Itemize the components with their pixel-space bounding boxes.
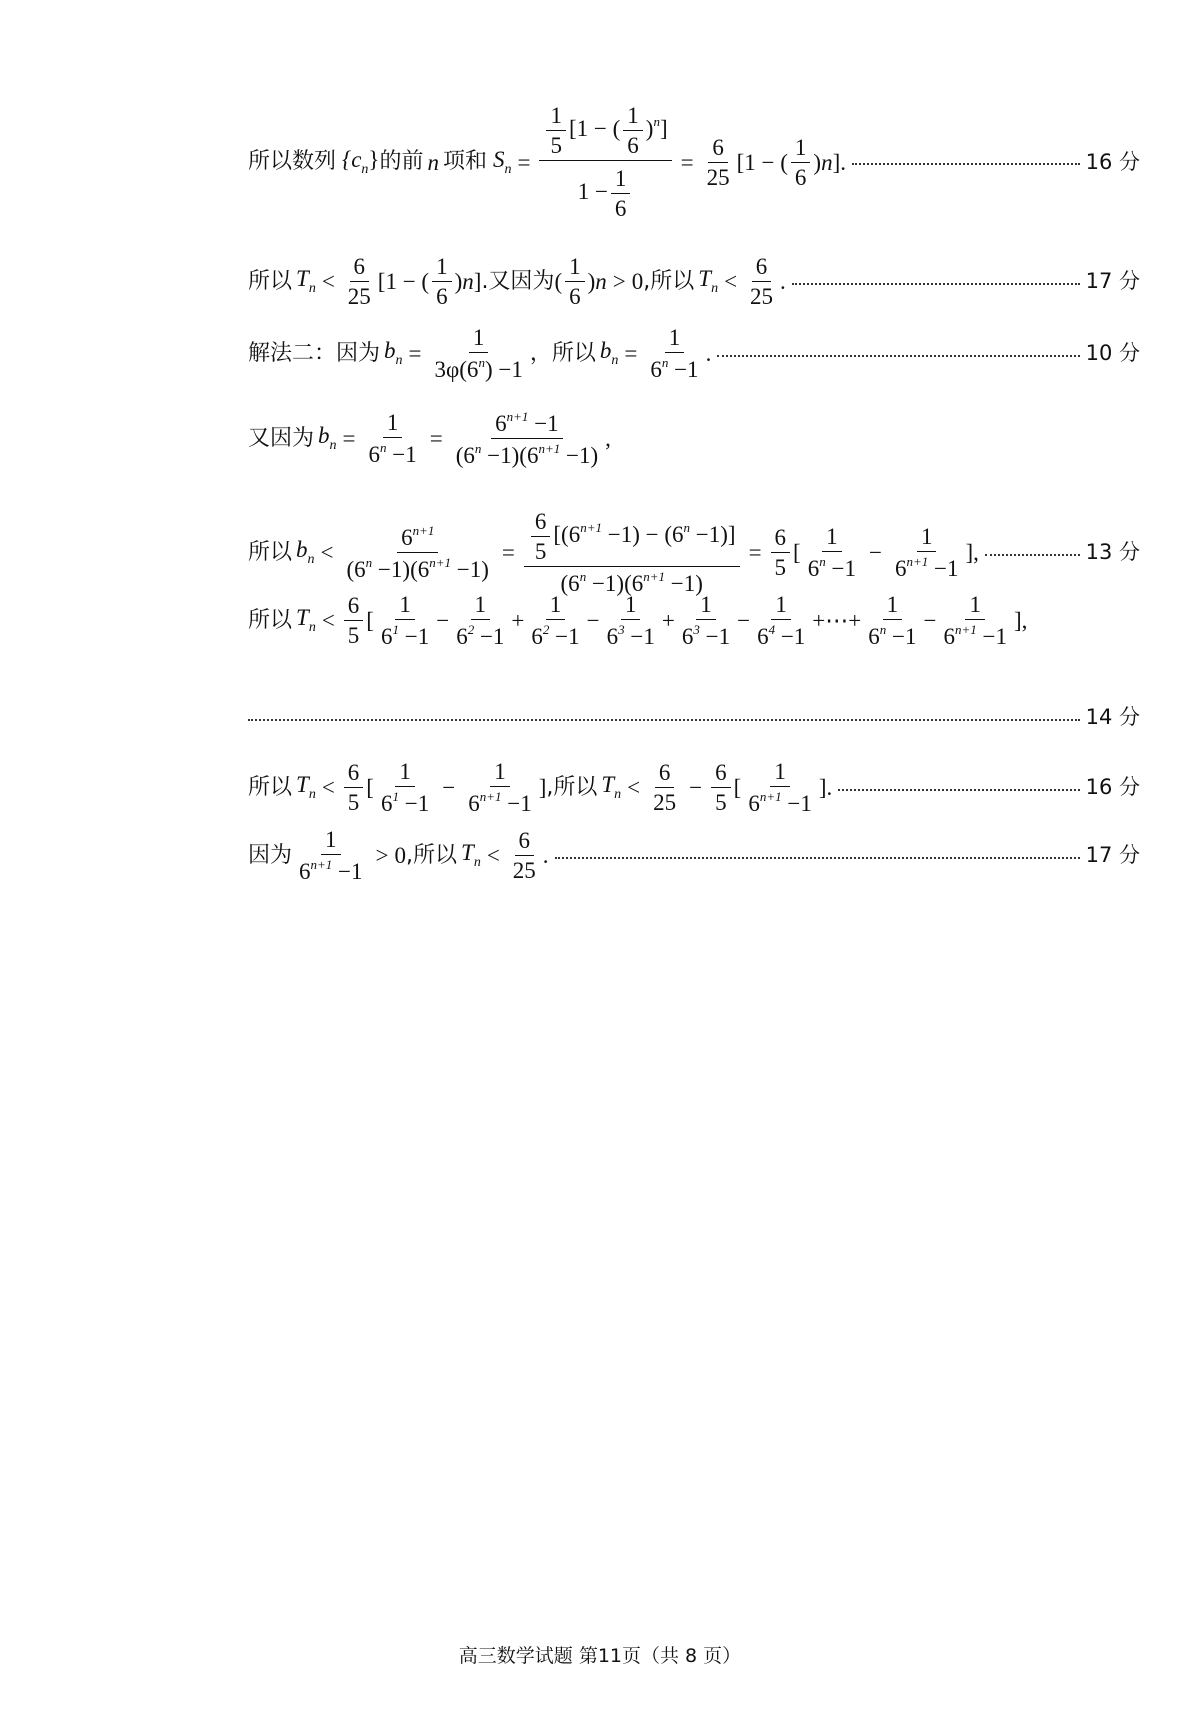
- leader-dots: [792, 283, 1080, 285]
- sup: n: [819, 554, 826, 569]
- text: −1): [665, 571, 703, 596]
- subscript: n: [614, 787, 622, 802]
- text: ,: [1021, 608, 1028, 633]
- text: 项和: [442, 149, 487, 174]
- page-footer: 高三数学试题 第11页（共 8 页）: [458, 1645, 742, 1667]
- var-t: T: [296, 266, 309, 291]
- text: .又因为: [481, 268, 555, 294]
- sup: 1: [392, 622, 399, 637]
- text: −1: [398, 791, 430, 816]
- leader-dots: [985, 554, 1080, 556]
- text: .: [826, 775, 833, 800]
- text: 所以: [248, 774, 293, 800]
- text: 6: [401, 525, 413, 550]
- text: 所以数列: [248, 149, 337, 174]
- score-label: 17 分: [1085, 269, 1140, 293]
- text: −1: [528, 411, 559, 436]
- op: +: [511, 608, 525, 633]
- sup: n+1: [906, 554, 929, 569]
- text: −1) − (6: [602, 521, 684, 547]
- op: −: [868, 540, 882, 565]
- den: 5: [774, 555, 787, 580]
- text: [: [366, 775, 374, 800]
- num: 1: [395, 760, 415, 787]
- num: 1: [770, 760, 790, 787]
- den: 5: [715, 790, 727, 815]
- num: 1: [469, 326, 489, 353]
- subscript: n: [361, 161, 369, 177]
- subscript: n: [329, 438, 337, 453]
- text: (6: [560, 571, 580, 596]
- op: −: [923, 608, 937, 633]
- text: (6: [410, 557, 430, 582]
- sup: n: [579, 569, 587, 584]
- text: 6: [380, 624, 393, 649]
- op: =: [624, 341, 638, 366]
- text: −1: [976, 624, 1007, 649]
- var-n: n: [427, 149, 439, 175]
- subscript: n: [611, 353, 619, 368]
- text: ]: [659, 115, 668, 141]
- sup: n+1: [479, 789, 502, 804]
- var-t: T: [296, 605, 309, 630]
- subscript: n: [308, 787, 316, 802]
- subscript: n: [395, 353, 403, 368]
- text: −1): [451, 557, 489, 582]
- op: −: [737, 608, 751, 633]
- leader-dots: [838, 789, 1079, 791]
- num: 1: [771, 593, 791, 620]
- text: 6: [368, 442, 380, 467]
- text: −1: [549, 624, 580, 649]
- sup: n+1: [954, 622, 977, 637]
- num: 1: [965, 593, 985, 620]
- op: >: [612, 269, 626, 294]
- text: (6: [624, 571, 644, 596]
- text: 6: [894, 556, 907, 581]
- text: −1: [668, 357, 699, 382]
- leader-dots: [852, 163, 1080, 165]
- text: −1: [386, 442, 417, 467]
- text: −1): [481, 443, 520, 468]
- text: (6: [346, 557, 366, 582]
- text: ): [454, 269, 463, 294]
- text: 6: [943, 624, 955, 649]
- num: 1: [791, 136, 811, 163]
- line-method-two: [248, 326, 1140, 381]
- den: 6: [614, 196, 627, 221]
- score-label: 16 分: [1085, 775, 1140, 799]
- text: −1: [886, 624, 917, 649]
- score-label: 13 分: [1085, 540, 1140, 564]
- num: 1: [822, 525, 842, 552]
- num: 6: [771, 526, 791, 553]
- op: =: [748, 540, 762, 565]
- var-t: T: [296, 772, 309, 797]
- score-label: 14 分: [1085, 705, 1140, 729]
- text: ]: [965, 540, 974, 565]
- num: 6: [708, 136, 728, 163]
- leader-dots: [717, 355, 1079, 357]
- var-s: S: [493, 146, 505, 172]
- op: =: [680, 149, 694, 175]
- text: .: [780, 269, 786, 294]
- text: 6: [748, 791, 760, 816]
- num: 1: [565, 255, 585, 282]
- var-t: T: [461, 840, 474, 865]
- leader-dots: [555, 857, 1080, 859]
- text: ): [645, 115, 654, 141]
- text: ,所以: [546, 774, 598, 800]
- line-telescoping-sum: [248, 593, 1140, 648]
- leader-dots: [248, 719, 1080, 721]
- var-b: b: [384, 338, 396, 363]
- text: ]: [1013, 608, 1022, 633]
- text: 6: [681, 624, 694, 649]
- num: 6: [655, 761, 675, 788]
- score-label: 17 分: [1085, 843, 1140, 867]
- subscript: n: [504, 161, 512, 177]
- sup: n+1: [310, 857, 333, 872]
- sup: n+1: [538, 441, 561, 456]
- den: 25: [347, 284, 371, 309]
- text: 6: [299, 859, 311, 884]
- sup: 3: [618, 622, 625, 637]
- text: −1: [781, 791, 812, 816]
- text: 6: [380, 791, 393, 816]
- den: 6: [436, 284, 448, 309]
- sup: 1: [392, 789, 399, 804]
- text: ]: [473, 269, 482, 294]
- sup: 2: [542, 622, 550, 637]
- op: +⋯+: [812, 608, 862, 633]
- sup: n: [474, 441, 482, 456]
- text: ,: [973, 540, 979, 565]
- var-b: b: [599, 338, 612, 363]
- num: 1: [383, 411, 403, 438]
- op: −: [689, 775, 703, 800]
- text: ): [813, 149, 822, 175]
- text: ,所以: [643, 268, 695, 294]
- text: [: [366, 608, 374, 633]
- text: 6: [868, 624, 880, 649]
- num: 6: [344, 594, 364, 621]
- text: ]: [818, 775, 827, 800]
- op: >: [375, 843, 389, 868]
- num: 1: [471, 593, 491, 620]
- op: <: [627, 775, 641, 800]
- sup: n+1: [412, 523, 435, 538]
- sup: n+1: [759, 789, 782, 804]
- num: 1: [696, 593, 716, 620]
- num: 0: [394, 843, 407, 868]
- sup: n+1: [643, 569, 666, 584]
- num: 1: [883, 593, 903, 620]
- text: 解法二：因为: [248, 340, 381, 366]
- text: −1)]: [690, 521, 736, 547]
- text: −1): [586, 571, 625, 596]
- text: −1): [372, 557, 411, 582]
- text: 6: [456, 624, 468, 649]
- text: 6: [807, 556, 820, 581]
- var-t: T: [601, 772, 615, 797]
- op: =: [501, 540, 515, 565]
- num: 0: [631, 269, 644, 294]
- sup: n: [653, 113, 660, 129]
- set-open: {c: [342, 146, 362, 172]
- text: ]: [538, 775, 547, 800]
- den: 5: [347, 623, 360, 648]
- text: 3φ(6: [434, 357, 479, 382]
- op: =: [408, 341, 422, 366]
- op: −: [442, 775, 456, 800]
- sup: n: [462, 269, 474, 294]
- num: 1: [546, 593, 566, 620]
- text: −1: [332, 859, 363, 884]
- num: 6: [344, 761, 364, 788]
- text: 所以: [248, 539, 293, 565]
- num: 1: [665, 326, 685, 353]
- line-dots-14: [248, 707, 1140, 728]
- num: 1: [395, 593, 415, 620]
- text: [1 − (: [736, 149, 788, 175]
- text: −1: [474, 624, 505, 649]
- var-b: b: [296, 537, 308, 562]
- den: 25: [706, 164, 730, 190]
- subscript: n: [711, 281, 719, 296]
- text: 所以: [248, 268, 293, 294]
- text: .: [542, 843, 549, 868]
- sup: n: [595, 269, 607, 294]
- text: 1 −: [577, 178, 608, 204]
- sup: n+1: [580, 519, 602, 535]
- num: 1: [623, 104, 643, 131]
- num: 1: [611, 167, 631, 194]
- line-bn-inequality: [248, 510, 1140, 595]
- sup: n: [879, 622, 887, 637]
- den: 25: [512, 858, 536, 883]
- den: 5: [534, 539, 547, 564]
- text: [1 − (: [568, 115, 621, 141]
- num: 6: [531, 510, 551, 537]
- text: [: [793, 540, 801, 565]
- text: 6: [468, 791, 480, 816]
- line-tn-bound: 所以 $T_n$ < $\frac{6}{25}$ [1 − ( $\frac{1}{6}$ ) n ] .又因为 ( $\frac{1}{6}$ ) n > 0 ,所以 $T_n$ < $\frac{6}{25}$ . 17 分: [248, 254, 1140, 309]
- num: 6: [350, 255, 370, 282]
- text: ,: [605, 426, 611, 451]
- den: 6: [569, 284, 581, 309]
- op: +: [661, 608, 675, 633]
- sup: n+1: [429, 555, 452, 570]
- op: <: [724, 269, 738, 294]
- num: 6: [711, 761, 731, 788]
- text: 所以: [248, 607, 293, 633]
- sup: n: [478, 355, 485, 370]
- num: 6: [515, 829, 535, 856]
- line-bn-rewrite: [248, 410, 1140, 467]
- den: 6: [627, 133, 639, 158]
- line-tn-simplified: [248, 760, 1140, 815]
- den: 5: [550, 133, 562, 158]
- score-label: 16 分: [1085, 149, 1140, 174]
- text: 6: [650, 357, 662, 382]
- text: .: [840, 149, 846, 175]
- op: =: [342, 426, 356, 451]
- sup: n: [821, 149, 833, 175]
- text: −1: [825, 556, 856, 581]
- subscript: n: [308, 620, 316, 635]
- num: 1: [490, 760, 510, 787]
- text: 6: [495, 411, 507, 436]
- den: 25: [750, 284, 774, 309]
- text: ]: [832, 149, 841, 175]
- num: 1: [321, 828, 341, 855]
- text: −1): [560, 443, 599, 468]
- text: ,所以: [406, 842, 458, 868]
- var-b: b: [318, 423, 330, 448]
- text: 又因为: [248, 425, 315, 451]
- var-t: T: [698, 266, 712, 291]
- num: 1: [917, 525, 937, 552]
- line-final-conclusion: [248, 828, 1140, 883]
- subscript: n: [308, 281, 316, 296]
- op: <: [321, 608, 335, 633]
- op: <: [321, 775, 335, 800]
- text: (6: [455, 443, 475, 468]
- text: 因为: [248, 842, 293, 868]
- score-label: 10 分: [1085, 341, 1140, 365]
- num: 1: [621, 593, 641, 620]
- text: −1: [624, 624, 655, 649]
- sup: n: [683, 519, 691, 535]
- set-close: }: [368, 146, 380, 172]
- text: −1: [775, 624, 806, 649]
- sup: n+1: [506, 409, 529, 424]
- sup: 4: [768, 622, 776, 637]
- text: [(6: [553, 521, 581, 547]
- text: 6: [606, 624, 619, 649]
- fraction-sn: [539, 104, 671, 220]
- op: −: [436, 608, 450, 633]
- text: −1: [699, 624, 731, 649]
- den: 5: [347, 790, 360, 815]
- subscript: n: [307, 552, 315, 567]
- den: 6: [794, 164, 807, 190]
- sup: n: [365, 555, 373, 570]
- text: 的前: [379, 149, 424, 174]
- den: 25: [653, 790, 677, 815]
- sup: n: [380, 440, 387, 455]
- text: 6: [757, 624, 769, 649]
- text: .: [705, 341, 712, 366]
- op: <: [321, 269, 335, 294]
- subscript: n: [473, 855, 481, 870]
- sup: 3: [693, 622, 700, 637]
- text: [1 − (: [377, 269, 430, 294]
- text: ，所以: [529, 340, 596, 366]
- sup: n: [661, 355, 669, 370]
- text: −1: [928, 556, 959, 581]
- text: −1: [398, 624, 430, 649]
- op: =: [429, 426, 443, 451]
- op: =: [517, 149, 531, 175]
- text: ) −1: [484, 357, 523, 382]
- text: [: [733, 775, 742, 800]
- sup: 2: [467, 622, 475, 637]
- op: <: [320, 540, 334, 565]
- op: <: [486, 843, 500, 868]
- num: 1: [546, 104, 566, 131]
- line-sum-sn: [248, 104, 1140, 220]
- text: −1: [501, 791, 532, 816]
- text: (6: [519, 443, 539, 468]
- text: 6: [531, 624, 543, 649]
- op: −: [586, 608, 600, 633]
- num: 1: [432, 255, 452, 282]
- num: 6: [752, 255, 772, 282]
